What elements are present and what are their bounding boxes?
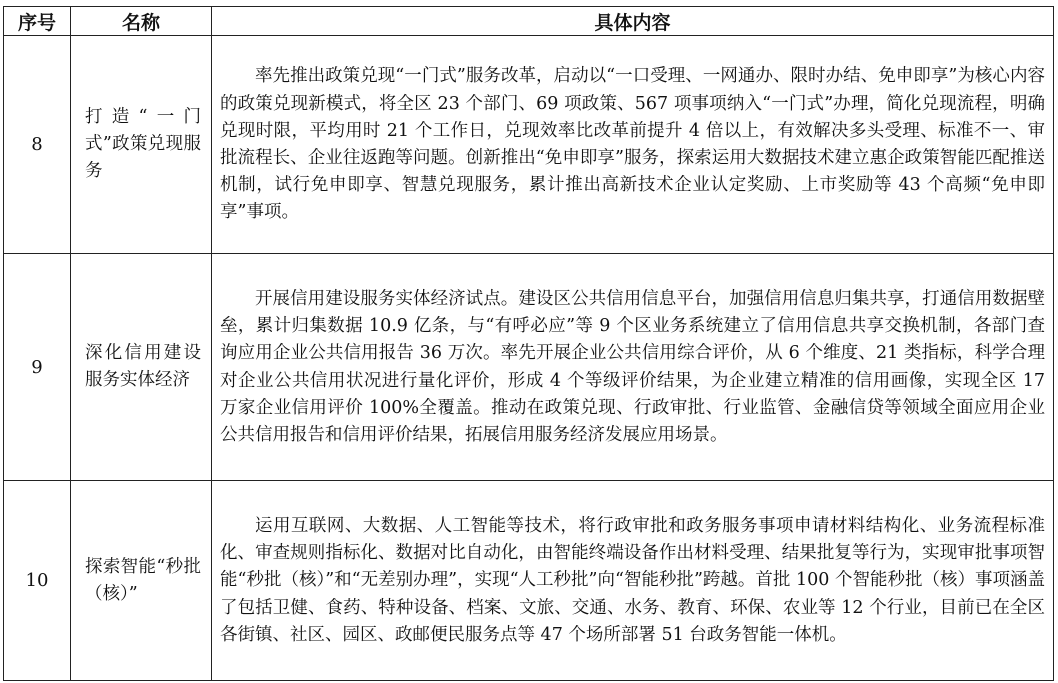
row-content: 率先推出政策兑现“一门式”服务改革，启动以“一口受理、一网通办、限时办结、免申即享”为核心内容的政策兑现新模式，将全区 23 个部门、69 项政策、567 项事项纳入“一门式”办理，简化兑现流程，明确兑现时限，平均用时 21 个工作日，兑现效率比改革前提升 4 倍以上，有效解决多头受理、标准不一、审批流程长、企业往返跑等问题。创新推出“免申即享”服务，探索运用大数据技术建立惠企政策智能匹配推送机制，试行免申即享、智慧兑现服务，累计推出高新技术企业认定奖励、上市奖励等 43 个高频“免申即享”事项。 <box>212 36 1054 254</box>
table-row <box>4 254 1054 481</box>
row-name: 深化信用建设服务实体经济 <box>71 254 212 481</box>
row-index: 8 <box>4 36 71 254</box>
header-row <box>4 7 1054 36</box>
header-index: 序号 <box>4 7 71 36</box>
row-content: 开展信用建设服务实体经济试点。建设区公共信用信息平台，加强信用信息归集共享，打通信用数据壁垒，累计归集数据 10.9 亿条，与“有呼必应”等 9 个区业务系统建立了信用信息共享交换机制，各部门查询应用企业公共信用报告 36 万次。率先开展企业公共信用综合评价，从 6 个维度、21 类指标，科学合理对企业公共信用状况进行量化评价，形成 4 个等级评价结果，为企业建立精准的信用画像，实现全区 17 万家企业信用评价 100%全覆盖。推动在政策兑现、行政审批、行业监管、金融信贷等领域全面应用企业公共信用报告和信用评价结果，拓展信用服务经济发展应用场景。 <box>212 254 1054 481</box>
policy-table <box>3 6 1054 681</box>
header-name: 名称 <box>71 7 212 36</box>
table-row <box>4 481 1054 681</box>
row-name: 探索智能“秒批（核）” <box>71 481 212 681</box>
table-row <box>4 36 1054 254</box>
row-content: 运用互联网、大数据、人工智能等技术，将行政审批和政务服务事项申请材料结构化、业务流程标准化、审查规则指标化、数据对比自动化，由智能终端设备作出材料受理、结果批复等行为，实现审批事项智能“秒批（核）”和“无差别办理”，实现“人工秒批”向“智能秒批”跨越。首批 100 个智能秒批（核）事项涵盖了包括卫健、食药、特种设备、档案、文旅、交通、水务、教育、环保、农业等 12 个行业，目前已在全区各街镇、社区、园区、政邮便民服务点等 47 个场所部署 51 台政务智能一体机。 <box>212 481 1054 681</box>
row-index: 10 <box>4 481 71 681</box>
header-content: 具体内容 <box>212 7 1054 36</box>
row-index: 9 <box>4 254 71 481</box>
row-name: 打造“一门式”政策兑现服务 <box>71 36 212 254</box>
